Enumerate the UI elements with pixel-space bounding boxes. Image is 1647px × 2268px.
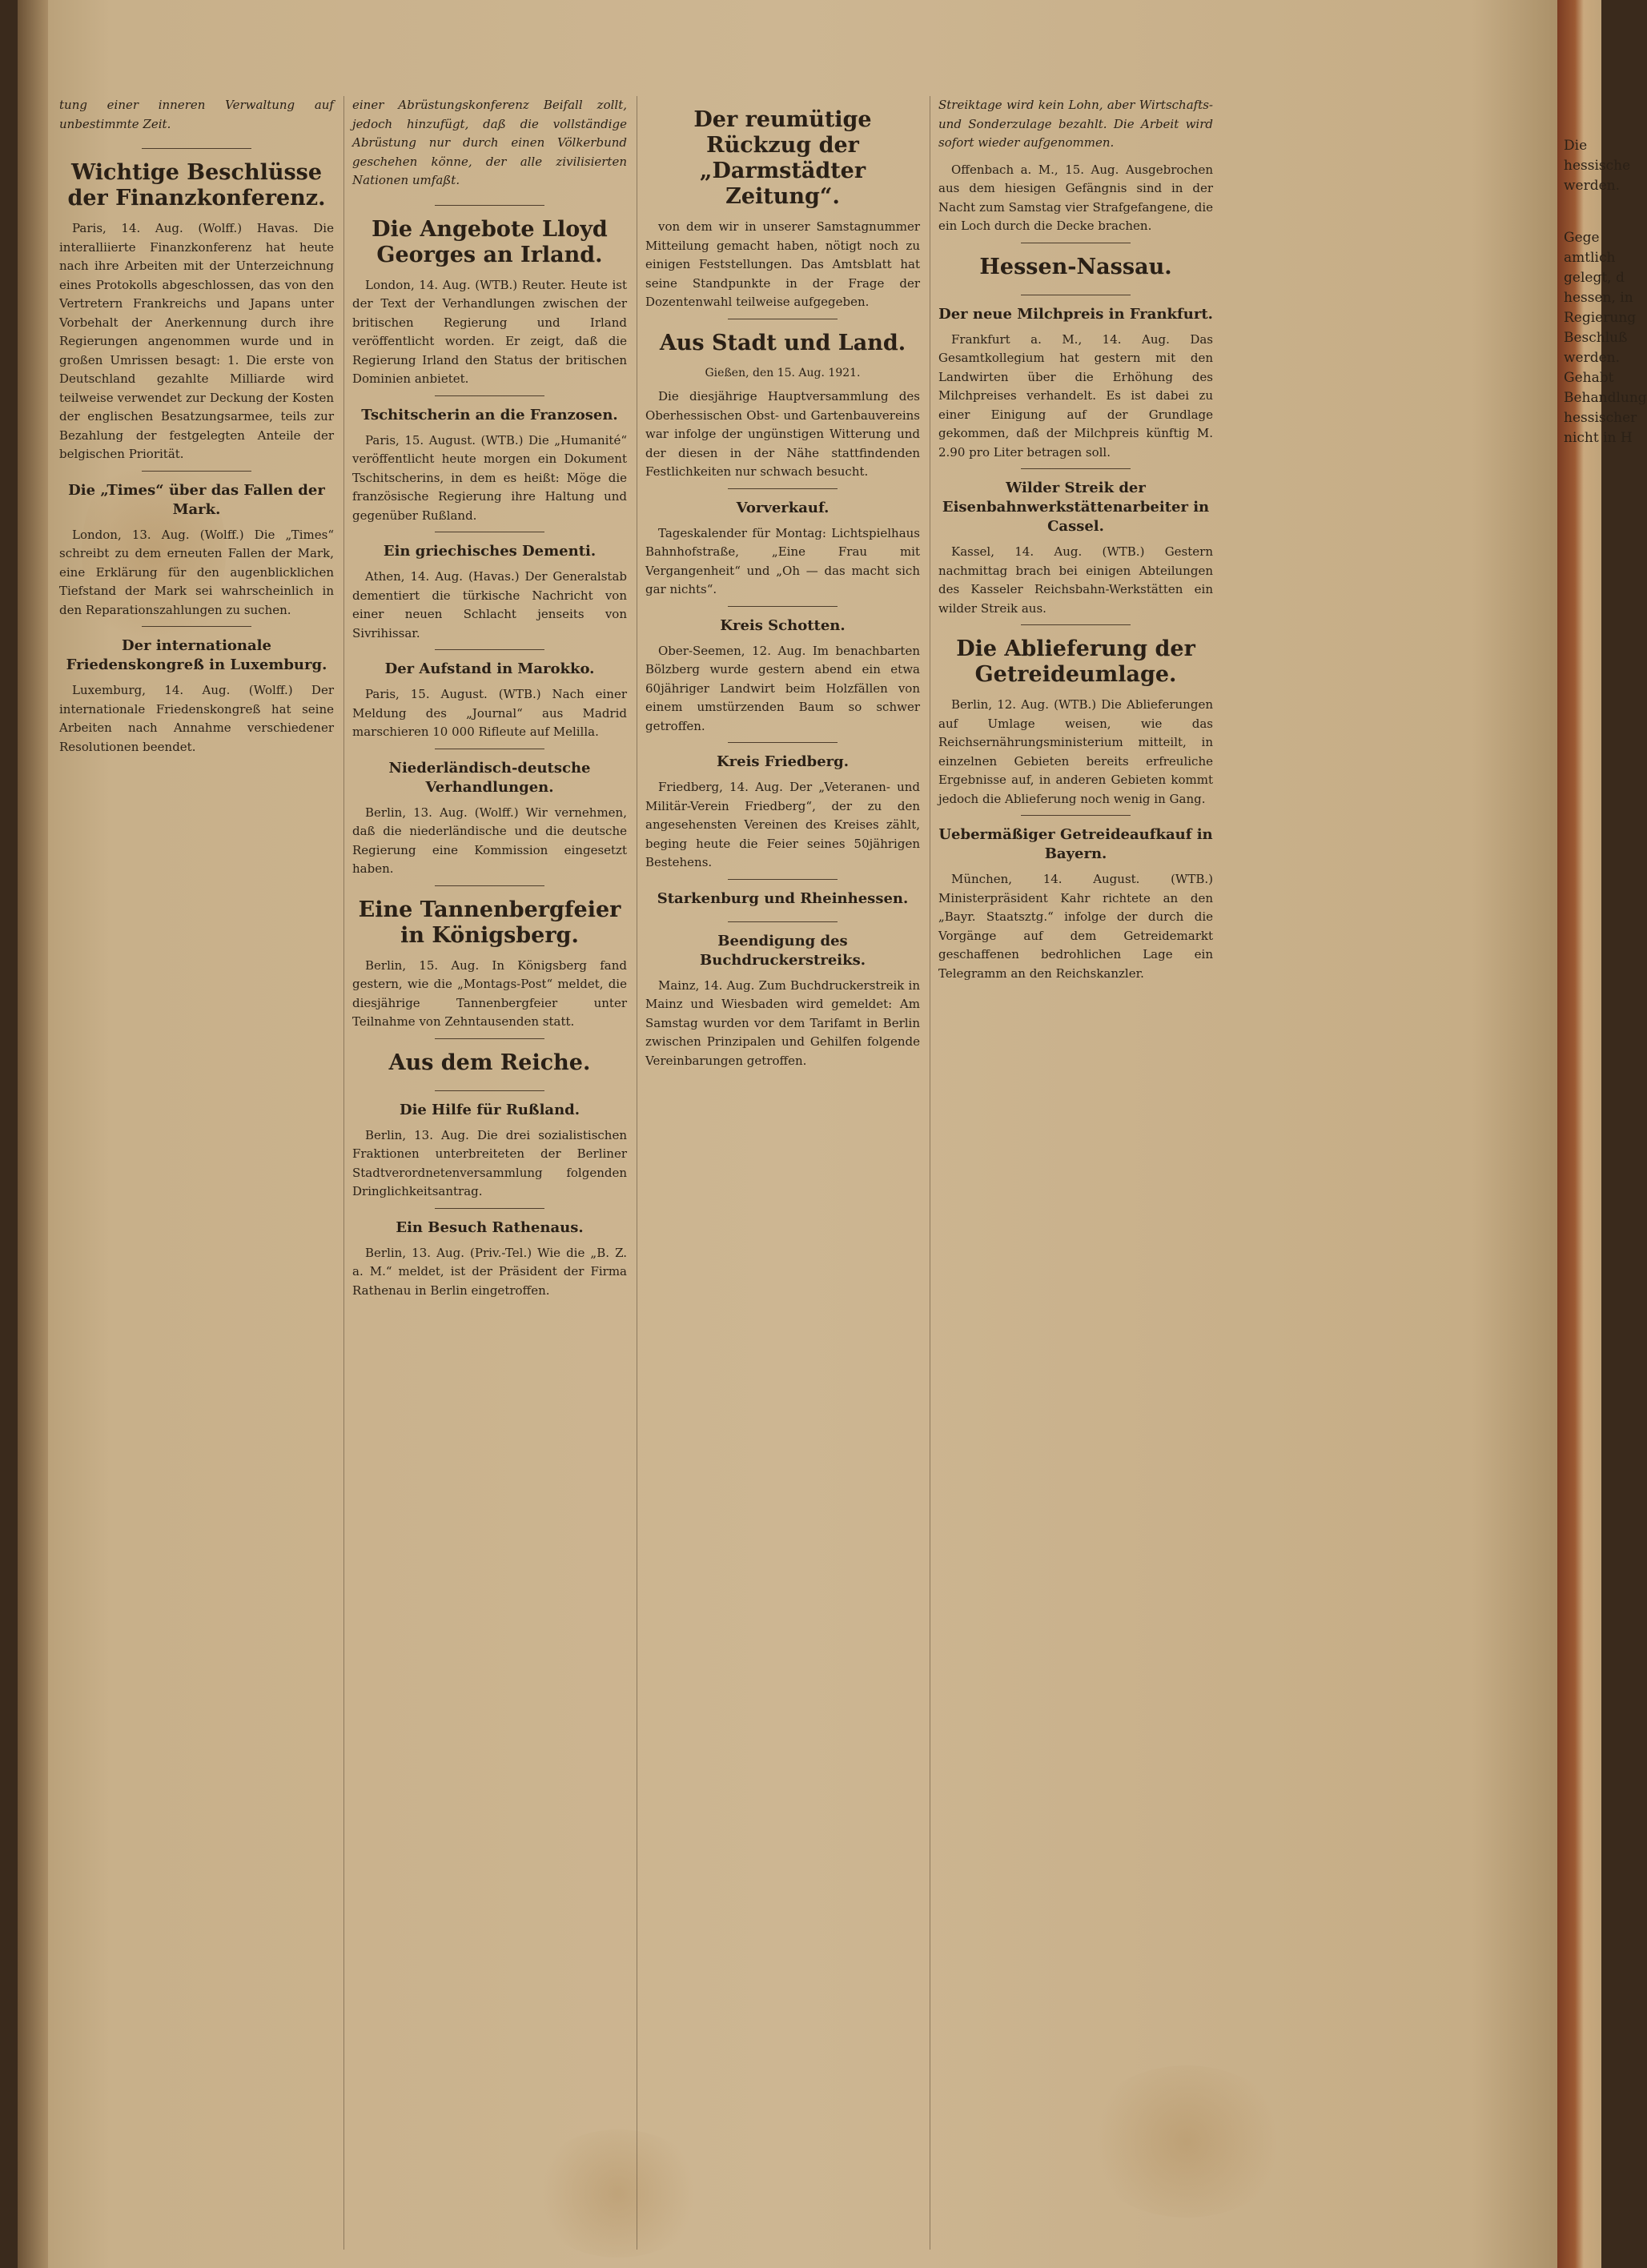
article-separator [142, 626, 251, 627]
article-headline: Aus dem Reiche. [388, 1050, 591, 1075]
article-headline: Die „Times“ über das Fallen der Mark. [68, 481, 325, 518]
column-lead-text: Streiktage wird kein Lohn, aber Wirtschafts- und Sonderzulage bezahlt. Die Arbeit wird sofort wieder aufgenommen. [938, 98, 1213, 150]
article-body: London, 13. Aug. (Wolff.) Die „Times“ schreibt zu dem erneuten Fallen der Mark, eine Erklärung für den augenblicklichen Tiefstand der Mark sei wahrscheinlich in den Reparationszahlungen zu suchen. [59, 527, 334, 617]
adjacent-page-fragment: werden. [1564, 178, 1621, 194]
article [645, 736, 920, 873]
article-body: Frankfurt a. M., 14. Aug. Das Gesamtkollegium hat gestern mit den Landwirten über die Erhöhung des Milchpreises verhandelt. Es ist dabei zu einer Einigung auf der Grundlage gekommen, daß der Milchpreis künftig M. 2.90 pro Liter betragen soll. [938, 331, 1213, 460]
article [645, 915, 920, 1071]
column-lead-text: tung einer inneren Verwaltung auf unbestimmte Zeit. [59, 98, 334, 131]
article-headline: Eine Tannenbergfeier in Königsberg. [358, 897, 621, 948]
article [59, 464, 334, 620]
adjacent-page-fragment: Beschluß [1564, 330, 1628, 346]
article-body: Paris, 15. August. (WTB.) Nach einer Meldung des „Journal“ aus Madrid marschieren 10 000 Rifleute auf Melilla. [352, 687, 627, 739]
article [352, 199, 627, 389]
adjacent-page-fragment: gelegt, d [1564, 270, 1625, 286]
article-body: Berlin, 13. Aug. Die drei sozialistischen Fraktionen unterbreiteten der Berliner Stadtverordnetenversammlung folgenden Dringlichkeitsantrag. [352, 1127, 627, 1198]
article-body: Offenbach a. M., 15. Aug. Ausgebrochen aus dem hiesigen Gefängnis sind in der Nacht zum Samstag vier Strafgefangene, die ein Loch durch die Decke brachen. [938, 162, 1213, 233]
article-headline: Beendigung des Buchdruckerstreiks. [700, 932, 866, 969]
article-headline: Der Aufstand in Marokko. [384, 660, 595, 677]
article-body: Die diesjährige Hauptversammlung des Oberhessischen Obst- und Gartenbauvereins war infolge der ungünstigen Witterung und der diesen in der Nähe stattfindenden Festlichkeiten nur schwach besucht. [645, 389, 920, 479]
adjacent-page-fragment: amtlich [1564, 250, 1616, 266]
article-separator [435, 1208, 544, 1209]
column-2 [352, 96, 627, 2250]
article-headline: Ein Besuch Rathenaus. [396, 1218, 584, 1236]
adjacent-page-fragment: Die [1564, 138, 1588, 154]
article-body: Berlin, 13. Aug. (Wolff.) Wir vernehmen, daß die niederländische und die deutsche Regierung eine Kommission eingesetzt haben. [352, 805, 627, 876]
column-4 [938, 96, 1213, 2250]
article-headline: Aus Stadt und Land. [659, 330, 906, 355]
article-headline: Die Ablieferung der Getreideumlage. [956, 636, 1195, 687]
article-headline: Der neue Milchpreis in Frankfurt. [938, 305, 1213, 323]
article-separator [435, 395, 544, 396]
article-body: Berlin, 12. Aug. (WTB.) Die Ablieferungen auf Umlage weisen, wie das Reichsernährungsministerium mitteilt, in einzelnen Gebieten bereits erfreuliche Ergebnisse auf, in anderen Gebieten kommt jedoch die Ablieferung noch wenig in Gang. [938, 697, 1213, 806]
article [352, 525, 627, 643]
article-body: Ober-Seemen, 12. Aug. Im benachbarten Bölzberg wurde gestern abend ein etwa 60jähriger Landwirt beim Holzfällen von einem umstürzenden Baum so schwer getroffen. [645, 643, 920, 733]
article-headline: Kreis Friedberg. [716, 753, 849, 770]
article [938, 161, 1213, 236]
article-body: Paris, 15. August. (WTB.) Die „Humanité“ veröffentlicht heute morgen ein Dokument Tschitscherins, in dem es heißt: Möge die französische Regierung ihre Haltung und gegenüber Rußland. [352, 432, 627, 523]
adjacent-page-fragment: werden. [1564, 350, 1621, 366]
article [645, 482, 920, 600]
article [352, 643, 627, 742]
article [59, 142, 334, 464]
article [645, 873, 920, 915]
article [645, 312, 920, 364]
column-content [352, 96, 627, 2250]
article-body: München, 14. August. (WTB.) Ministerpräsident Kahr richtete an den „Bayr. Staatsztg.“ infolge der durch die Vorgänge auf dem Getreidemarkt geschaffenen bedrohlichen Lage ein Telegramm an den Reichskanzler. [938, 872, 1213, 981]
article-headline: Niederländisch-deutsche Verhandlungen. [388, 759, 591, 796]
article-headline: Uebermäßiger Getreideaufkauf in Bayern. [938, 826, 1213, 862]
article [645, 600, 920, 737]
column-content [59, 96, 334, 2250]
article [352, 1032, 627, 1084]
page-binding-shadow [18, 0, 48, 2268]
article [938, 236, 1213, 288]
article [938, 618, 1213, 809]
article-separator [435, 1090, 544, 1091]
column-lead-text: einer Abrüstungskonferenz Beifall zollt, jedoch hinzufügt, daß die vollständige Abrüstung nur durch einen Völkerbund geschehen könne, der alle zivilisierten Nationen umfaßt. [352, 98, 627, 187]
article-separator [142, 471, 251, 472]
column-content [645, 96, 920, 2250]
article-separator [728, 606, 838, 607]
article-body: Kassel, 14. Aug. (WTB.) Gestern nachmittag brach bei einigen Abteilungen des Kasseler Reichsbahn-Werkstätten ein wilder Streik aus. [938, 544, 1213, 616]
article-body: Paris, 14. Aug. (Wolff.) Havas. Die interalliierte Finanzkonferenz hat heute nach ihre Arbeiten mit der Unterzeichnung eines Protokolls abgeschlossen, das von den Vertretern Frankreichs und Japans unter Vorbehalt der Anerkennung durch ihre Regierungen angenommen wurde und in großen Umrissen besagt: 1. Die erste von Deutschland gezahlte Milliarde wird teilweise verwendet zur Deckung der Kosten der englischen Besatzungsarmee, teils zur Bezahlung der festgelegten Anteile der belgischen Priorität. [59, 221, 334, 461]
article-headline: Hessen-Nassau. [979, 254, 1172, 279]
article-body: von dem wir in unserer Samstagnummer Mitteilung gemacht haben, nötigt noch zu einigen Feststellungen. Das Amtsblatt hat seine Standpunkte in der Frage der Dozentenwahl teilweise aufgegeben. [645, 219, 920, 309]
article [352, 879, 627, 1032]
article [645, 364, 920, 482]
article-body: Luxemburg, 14. Aug. (Wolff.) Der internationale Friedenskongreß hat seine Arbeiten nach Annahme verschiedener Resolutionen beendet. [59, 683, 334, 754]
article-separator [728, 879, 838, 880]
article-body: London, 14. Aug. (WTB.) Reuter. Heute ist der Text der Verhandlungen zwischen der britischen Regierung und Irland veröffentlicht worden. Er zeigt, daß die Regierung Irland den Status der britischen Dominien anbietet. [352, 277, 627, 386]
article [352, 742, 627, 879]
adjacent-page-fragment: Regierung [1564, 310, 1637, 326]
article-dateline: Gießen, den 15. Aug. 1921. [705, 366, 861, 379]
column-3 [645, 96, 920, 2250]
article-separator [1021, 624, 1131, 625]
newspaper-page [18, 0, 1565, 2268]
article [59, 620, 334, 757]
adjacent-page-fragment: nicht in H [1564, 430, 1633, 446]
adjacent-page-fragment: Gege [1564, 230, 1600, 246]
article [645, 96, 920, 312]
article-headline: Ein griechisches Dementi. [383, 543, 597, 560]
article-headline: Wilder Streik der Eisenbahnwerkstättenarbeiter in Cassel. [942, 480, 1210, 535]
article-separator [435, 885, 544, 886]
article-headline: Die Hilfe für Rußland. [399, 1101, 580, 1118]
article-headline: Wichtige Beschlüsse der Finanzkonferenz. [67, 160, 326, 211]
article-body: Berlin, 15. Aug. In Königsberg fand gestern, wie die „Montags-Post“ meldet, die diesjährige Tannenbergfeier unter Teilnahme von Zehntausenden statt. [352, 957, 627, 1029]
article-body: Friedberg, 14. Aug. Der „Veteranen- und Militär-Verein Friedberg“, der zu den angesehensten Vereinen des Kreises zählt, beging heute die Feier seines 50jährigen Bestehens. [645, 780, 920, 869]
article-headline: Vorverkauf. [736, 499, 830, 516]
article-headline: Kreis Schotten. [720, 616, 846, 634]
article-body: Mainz, 14. Aug. Zum Buchdruckerstreik in Mainz und Wiesbaden wird gemeldet: Am Samstag wurden vor dem Tarifamt in Berlin zwischen Prinzipalen und Gehilfen folgende Vereinbarungen getroffen. [645, 977, 920, 1068]
adjacent-page-fragment: Gehabt [1564, 370, 1614, 386]
adjacent-page-fragment: hessischer [1564, 410, 1637, 426]
column-content [938, 96, 1213, 2250]
article-headline: Der reumütige Rückzug der „Darmstädter Zeitung“. [693, 107, 872, 209]
article-separator [435, 205, 544, 206]
article-headline: Tschitscherin an die Franzosen. [361, 406, 618, 423]
article-body: Berlin, 13. Aug. (Priv.-Tel.) Wie die „B. Z. a. M.“ meldet, ist der Präsident der Firma Rathenau in Berlin eingetroffen. [352, 1245, 627, 1298]
article-separator [1021, 815, 1131, 816]
article [352, 389, 627, 526]
article-separator [435, 1038, 544, 1039]
article [938, 288, 1213, 463]
article-separator [1021, 468, 1131, 469]
article-headline: Der internationale Friedenskongreß in Luxemburg. [66, 637, 327, 673]
article [938, 462, 1213, 618]
article-body: Tageskalender für Montag: Lichtspielhaus Bahnhofstraße, „Eine Frau mit Vergangenheit“ und „Oh — das macht sich gar nichts“. [645, 525, 920, 596]
article-separator [728, 742, 838, 743]
article-body: Athen, 14. Aug. (Havas.) Der Generalstab dementiert die türkische Nachricht von einer neuen Schlacht jenseits von Sivrihissar. [352, 569, 627, 640]
adjacent-page-fragment: hessische [1564, 158, 1631, 174]
adjacent-page-fragment: Behandlung [1564, 390, 1647, 406]
article-separator [728, 921, 838, 922]
article [352, 1202, 627, 1301]
article-headline: Die Angebote Lloyd Georges an Irland. [372, 216, 608, 267]
column-divider [343, 96, 344, 2250]
article-separator [435, 649, 544, 650]
article-separator [142, 148, 251, 149]
article [938, 809, 1213, 983]
article-separator [728, 488, 838, 489]
adjacent-page-fragment: hessen, in [1564, 290, 1633, 306]
column-1 [59, 96, 334, 2250]
adjacent-page-edge [1557, 0, 1647, 2268]
article-headline: Starkenburg und Rheinhessen. [657, 889, 909, 907]
article [352, 1084, 627, 1202]
